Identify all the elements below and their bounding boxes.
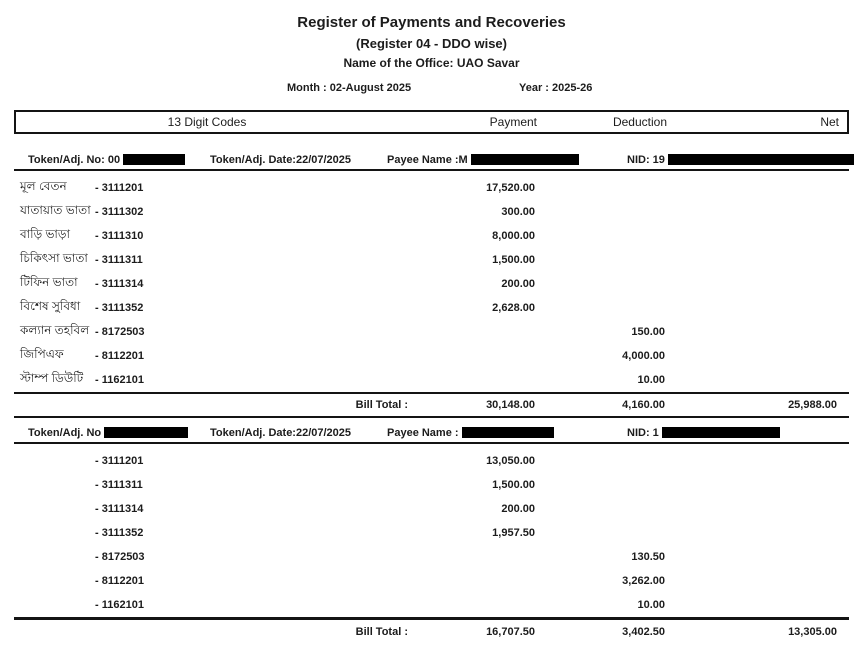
bill-total-net: 25,988.00: [788, 399, 837, 411]
cell-label: টিফিন ভাতা: [20, 275, 78, 289]
report-title: Register of Payments and Recoveries: [297, 14, 566, 31]
redaction-bar: [668, 154, 854, 165]
year-label: Year : 2025-26: [519, 82, 593, 94]
bill-total-payment: 16,707.50: [486, 625, 535, 638]
redaction-bar: [104, 427, 188, 438]
token-date: Token/Adj. Date:22/07/2025: [210, 426, 352, 439]
table-row: [14, 521, 849, 545]
cell-code: - 3111352: [95, 302, 144, 314]
token-info-row: [14, 423, 849, 444]
table-row: [14, 449, 849, 473]
cell-code: - 8112201: [95, 575, 144, 587]
table-row: [14, 344, 849, 368]
amount-payment: 17,520.00: [486, 182, 535, 194]
column-header-codes: 13 Digit Codes: [167, 115, 247, 129]
token-no: [14, 427, 210, 439]
bill-total-payment: 30,148.00: [486, 399, 535, 411]
bill-total-row: [14, 392, 849, 418]
amount-deduction: 130.50: [631, 551, 665, 563]
amount-deduction: 10.00: [637, 599, 665, 611]
cell-code: - 3111352: [95, 527, 144, 539]
table-row: [14, 176, 849, 200]
table-row: [14, 296, 849, 320]
amount-deduction: 10.00: [637, 374, 665, 386]
table-row: [14, 545, 849, 569]
table-row: [14, 224, 849, 248]
redaction-bar: [123, 154, 185, 165]
token-no: [14, 154, 210, 166]
month-label: Month : 02-August 2025: [287, 82, 412, 94]
bill-total-row: [14, 617, 849, 643]
amount-deduction: 150.00: [631, 326, 665, 338]
cell-code: - 3111314: [95, 503, 144, 515]
table-row: [14, 272, 849, 296]
amount-payment: 1,500.00: [492, 254, 535, 266]
cell-label: বাড়ি ভাড়া: [20, 227, 70, 241]
amount-deduction: 4,000.00: [622, 350, 665, 362]
table-row: [14, 497, 849, 521]
office-name: Name of the Office: UAO Savar: [343, 56, 520, 70]
cell-code: - 3111311: [95, 479, 143, 491]
cell-code: - 3111311: [95, 254, 143, 266]
redaction-bar: [471, 154, 579, 165]
amount-payment: 1,957.50: [492, 527, 535, 539]
table-row: [14, 320, 849, 344]
payee-name: [387, 427, 627, 439]
cell-code: - 3111314: [95, 278, 144, 290]
cell-label: বিশেষ সুবিধা: [20, 299, 81, 313]
amount-payment: 13,050.00: [486, 455, 535, 467]
cell-code: - 8112201: [95, 350, 144, 362]
table-row: [14, 200, 849, 224]
amount-payment: 1,500.00: [492, 479, 535, 491]
redaction-bar: [662, 427, 780, 438]
column-header-deduction: Deduction: [612, 115, 667, 129]
amount-deduction: 3,262.00: [622, 575, 665, 587]
payee-name: [387, 154, 627, 166]
payee-name-text: Payee Name :: [387, 426, 459, 439]
token-no-text: Token/Adj. No: 00: [28, 153, 121, 166]
cell-code: - 1162101: [95, 599, 144, 611]
bill-total-deduction: 3,402.50: [622, 625, 665, 638]
nid: [627, 154, 854, 166]
cell-label: যাতায়াত ভাতা: [20, 203, 91, 217]
table-row: [14, 473, 849, 497]
bill-total-deduction: 4,160.00: [622, 399, 665, 411]
payee-name-text: Payee Name :M: [387, 153, 468, 166]
bill-total-label: Bill Total :: [355, 625, 408, 638]
cell-code: - 1162101: [95, 374, 144, 386]
cell-code: - 3111201: [95, 455, 144, 467]
amount-payment: 200.00: [501, 278, 535, 290]
detail-rows: [14, 171, 849, 392]
redaction-bar: [462, 427, 554, 438]
column-header-payment: Payment: [489, 115, 537, 129]
table-row: [14, 569, 849, 593]
cell-code: - 3111310: [95, 230, 144, 242]
nid-text: NID: 1: [627, 426, 659, 439]
nid-text: NID: 19: [627, 153, 665, 166]
amount-payment: 8,000.00: [492, 230, 535, 242]
bill-total-label: Bill Total :: [355, 399, 408, 411]
cell-code: - 3111201: [95, 182, 144, 194]
cell-code: - 8172503: [95, 326, 145, 338]
token-date: Token/Adj. Date:22/07/2025: [210, 153, 352, 166]
amount-payment: 2,628.00: [492, 302, 535, 314]
table-row: [14, 593, 849, 617]
token-no-text: Token/Adj. No: [28, 426, 102, 439]
detail-rows: [14, 444, 849, 617]
cell-label: জিপিএফ: [20, 347, 64, 361]
cell-code: - 3111302: [95, 206, 144, 218]
cell-label: স্টাম্প ডিউটি: [20, 371, 84, 385]
period-line: [0, 82, 863, 98]
amount-payment: 200.00: [501, 503, 535, 515]
register-table: [14, 110, 849, 643]
cell-label: মূল বেতন: [20, 179, 67, 193]
report-subtitle: (Register 04 - DDO wise): [356, 36, 507, 51]
column-header-net: Net: [820, 115, 839, 129]
table-row: [14, 248, 849, 272]
column-header-row: [14, 110, 849, 134]
bill-total-net: 13,305.00: [788, 625, 837, 638]
table-row: [14, 368, 849, 392]
cell-label: চিকিৎসা ভাতা: [20, 251, 88, 265]
cell-label: কল্যান তহবিল: [20, 323, 90, 337]
cell-code: - 8172503: [95, 551, 145, 563]
token-info-row: [14, 150, 849, 171]
amount-payment: 300.00: [501, 206, 535, 218]
nid: [627, 427, 849, 439]
